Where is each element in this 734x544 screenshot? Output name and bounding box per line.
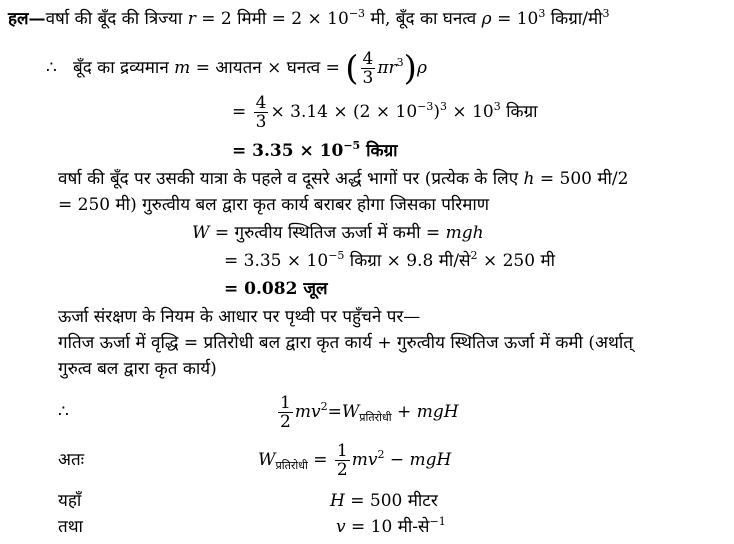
l3-text-d: किग्रा bbox=[500, 102, 538, 122]
line-and-label bbox=[58, 516, 83, 538]
l14-minus: − bbox=[384, 450, 410, 470]
l3-text-b: ) bbox=[433, 102, 441, 122]
l4-exp: −5 bbox=[343, 139, 361, 152]
line-here-label bbox=[58, 490, 81, 512]
l3-eq: = bbox=[232, 102, 247, 122]
l9-value: = 0.082 bbox=[224, 279, 298, 299]
l2-var-m: m bbox=[174, 58, 191, 78]
l14-sub: प्रतिरोधी bbox=[275, 459, 308, 472]
l11-text: गतिज ऊर्जा में वृद्धि = प्रतिरोधी बल द्वारा कृत कार्य + गुरुत्वीय स्थितिज ऊर्जा में कमी (अर्थात् bbox=[58, 333, 633, 353]
line-work-result bbox=[224, 278, 327, 300]
l1-exp-1: −3 bbox=[348, 7, 366, 20]
l5-text-b: = 500 मी/2 bbox=[539, 169, 629, 189]
l5-var-h: h bbox=[523, 169, 535, 189]
l3-text-a: × 3.14 × (2 × 10 bbox=[270, 102, 418, 122]
l14-fraction bbox=[335, 442, 350, 479]
l14-exp: 2 bbox=[377, 448, 385, 461]
l1-text-d: = 10 bbox=[497, 9, 539, 29]
solution-label: हल— bbox=[8, 9, 46, 29]
l6-text: = 250 मी) गुरुत्वीय बल द्वारा कृत कार्य बराबर होगा जिसका परिमाण bbox=[58, 195, 490, 215]
l13-W: W bbox=[341, 402, 360, 422]
l13-eq: = bbox=[327, 402, 342, 422]
l1-var-rho: ρ bbox=[481, 9, 492, 29]
l3-text-c: × 10 bbox=[447, 102, 494, 122]
l14-frac-den: 2 bbox=[336, 460, 348, 480]
l3-exp-3: 3 bbox=[493, 100, 501, 113]
l5-text-a: वर्षा की बूँद पर उसकी यात्रा के पहले व दूसरे अर्द्ध भागों पर (प्रत्येक के लिए bbox=[58, 169, 519, 189]
l15-var-H: H bbox=[330, 491, 345, 511]
l15-val: = 500 मीटर bbox=[344, 491, 438, 511]
l14-frac-num: 1 bbox=[336, 441, 348, 461]
l3-frac-den: 3 bbox=[255, 112, 267, 132]
l2-text-b: = आयतन × घनत्व = bbox=[195, 58, 340, 78]
l2-var-rho: ρ bbox=[416, 58, 427, 78]
l8-exp: −5 bbox=[328, 249, 345, 262]
l1-var-r: r bbox=[187, 9, 196, 29]
l3-frac-num: 4 bbox=[255, 93, 267, 113]
l3-exp-1: −3 bbox=[417, 100, 434, 113]
l14-mv: mv bbox=[351, 450, 378, 470]
l13-mv: mv bbox=[294, 402, 321, 422]
line-and-value bbox=[336, 516, 446, 538]
l1-text-c: मी, बूँद का घनत्व bbox=[365, 9, 477, 29]
l13-frac-den: 2 bbox=[280, 412, 291, 432]
l12-text: गुरुत्व बल द्वारा कृत कार्य) bbox=[58, 359, 217, 379]
l2-text-a: बूँद का द्रव्यमान bbox=[73, 58, 169, 78]
l1-exp-2: 3 bbox=[538, 7, 546, 20]
line-here-value bbox=[330, 490, 438, 512]
line-mass-calc bbox=[232, 90, 538, 134]
l1-text-a: वर्षा की बूँद की त्रिज्या bbox=[45, 9, 183, 29]
l16-var-v: v bbox=[336, 517, 346, 537]
l2-close-paren: ) bbox=[403, 48, 417, 89]
line-gravity-work bbox=[58, 358, 217, 380]
l2-fraction bbox=[361, 50, 376, 87]
l16-label: तथा bbox=[58, 517, 83, 537]
l14-W: W bbox=[258, 450, 276, 470]
line-energy-equation bbox=[58, 390, 69, 434]
l4-text-a: = 3.35 × 10 bbox=[232, 141, 344, 161]
l15-label: यहाँ bbox=[58, 491, 82, 511]
l2-frac-num: 4 bbox=[362, 49, 374, 69]
line-journey-work bbox=[58, 194, 489, 216]
l2-exp: 3 bbox=[396, 56, 404, 69]
l3-exp-2: 3 bbox=[440, 100, 448, 113]
l13-fraction bbox=[278, 394, 293, 431]
l7-text-a: = गुरुत्वीय स्थितिज ऊर्जा में कमी = bbox=[214, 223, 441, 243]
l14-mgH: mgH bbox=[409, 450, 452, 470]
l1-exp-3: 3 bbox=[602, 7, 610, 20]
l9-unit: जूल bbox=[297, 279, 328, 299]
l16-exp: −1 bbox=[429, 515, 446, 528]
l13-exp: 2 bbox=[320, 400, 328, 413]
l13-frac-num: 1 bbox=[280, 393, 291, 413]
l8-text-a: = 3.35 × 10 bbox=[224, 251, 329, 271]
l1-text-f: किग्रा/मी bbox=[545, 9, 603, 29]
l13-mgH: mgH bbox=[416, 402, 459, 422]
l13-plus: + bbox=[391, 402, 417, 422]
l14-label: अतः bbox=[58, 450, 85, 470]
line-energy-equation-rhs bbox=[276, 390, 459, 434]
l8-text-b: किग्रा × 9.8 मी/से bbox=[344, 251, 471, 271]
l7-var-W: W bbox=[192, 223, 210, 243]
line-radius-density bbox=[8, 8, 610, 30]
line-kinetic-energy bbox=[58, 332, 633, 354]
l10-text: ऊर्जा संरक्षण के नियम के आधार पर पृथ्वी पर पहुँचने पर— bbox=[58, 307, 421, 327]
line-mass-formula bbox=[46, 44, 427, 92]
line-energy-conservation bbox=[58, 306, 420, 328]
l16-val: = 10 मी-से bbox=[345, 517, 430, 537]
l7-var-mgh: mgh bbox=[445, 223, 484, 243]
line-hence-equation bbox=[258, 438, 451, 482]
l1-text-b: = 2 मिमी = 2 × 10 bbox=[201, 9, 349, 29]
line-journey-intro bbox=[58, 168, 628, 190]
l13-sub: प्रतिरोधी bbox=[359, 411, 392, 424]
l4-text-b: किग्रा bbox=[360, 141, 398, 161]
line-mass-result bbox=[232, 140, 398, 162]
l2-frac-den: 3 bbox=[362, 68, 374, 88]
l14-eq: = bbox=[307, 450, 333, 470]
l8-exp-2: 2 bbox=[470, 249, 478, 262]
therefore-symbol-1: ∴ bbox=[46, 58, 57, 78]
line-hence-label bbox=[58, 438, 84, 482]
l2-open-paren: ( bbox=[345, 48, 359, 89]
therefore-symbol-2: ∴ bbox=[58, 402, 69, 422]
line-work-calc bbox=[224, 250, 555, 272]
l8-text-c: × 250 मी bbox=[477, 251, 556, 271]
line-work-definition bbox=[192, 222, 484, 244]
l3-fraction bbox=[254, 94, 269, 131]
l2-pi-r: πr bbox=[377, 58, 397, 78]
